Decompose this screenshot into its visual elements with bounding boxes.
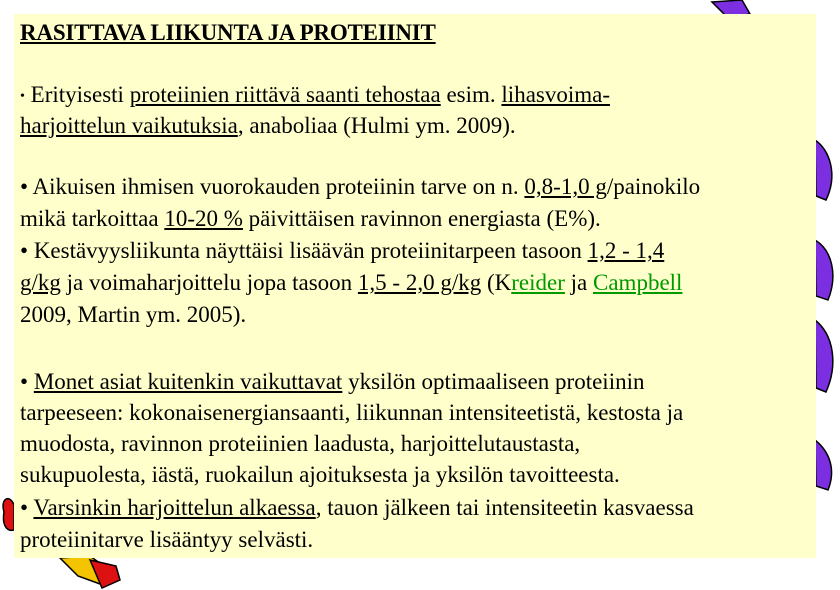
reider-link[interactable]: reider xyxy=(511,270,565,295)
text: mikä tarkoittaa xyxy=(20,206,165,231)
bullet: • xyxy=(20,174,29,199)
text: , tauon jälkeen tai intensiteetin kasvaessa xyxy=(315,495,694,520)
text: Erityisesti xyxy=(24,82,130,107)
paragraph-4-line-2: tarpeeseen: kokonaisenergiansaanti, liikunnan intensiteetistä, kestosta ja xyxy=(20,400,684,425)
text: yksilön optimaaliseen proteiinin xyxy=(342,369,645,394)
text: ja voimaharjoittelu jopa tasoon xyxy=(60,270,358,295)
bullet: • xyxy=(20,495,29,520)
text: , anaboliaa (Hulmi ym. 2009). xyxy=(237,113,516,138)
bullet: • xyxy=(20,369,29,394)
paragraph-1-line-1 xyxy=(20,81,610,111)
paragraph-2-line-1 xyxy=(20,173,700,201)
underlined-text: 1,5 - 2,0 g/kg xyxy=(357,270,482,295)
paragraph-1-line-2 xyxy=(20,112,516,140)
text: päivittäisen ravinnon energiasta (E%). xyxy=(242,206,601,231)
underlined-text: 10-20 % xyxy=(164,206,243,231)
paragraph-5-line-2: proteiinitarve lisääntyy selvästi. xyxy=(20,527,314,552)
paragraph-4-line-3: muodosta, ravinnon proteiinien laadusta, harjoittelutaustasta, xyxy=(20,431,581,456)
underlined-text: 0,8-1,0 g xyxy=(524,174,607,199)
text: 2009, Martin ym. 2005). xyxy=(20,302,247,327)
text: (K xyxy=(481,270,512,295)
slide-title: RASITTAVA LIIKUNTA JA PROTEIINIT xyxy=(20,20,436,45)
paragraph-5-line-1 xyxy=(20,494,694,522)
bullet: • xyxy=(20,89,25,104)
underlined-text: Monet asiat kuitenkin vaikuttavat xyxy=(33,369,343,394)
underlined-text: harjoittelun vaikutuksia xyxy=(20,113,238,138)
campbell-link[interactable]: Campbell xyxy=(593,270,683,295)
text: esim. xyxy=(440,82,502,107)
text: Aikuisen ihmisen vuorokauden proteiinin tarve on n. xyxy=(28,174,525,199)
underlined-text: Varsinkin harjoittelun alkaessa xyxy=(33,495,316,520)
underlined-text: lihasvoima- xyxy=(501,82,611,107)
text: /painokilo xyxy=(606,174,701,199)
underlined-text: 1,2 - 1,4 xyxy=(587,238,665,263)
paragraph-2-line-2 xyxy=(20,205,601,233)
bullet: • xyxy=(20,238,29,263)
text: Kestävyysliikunta näyttäisi lisäävän proteiinitarpeen tasoon xyxy=(28,238,588,263)
paragraph-3-line-2 xyxy=(20,269,682,297)
text: ja xyxy=(564,270,593,295)
underlined-text: proteiinien riittävä saanti tehostaa xyxy=(129,82,441,107)
paragraph-3-line-1 xyxy=(20,237,664,265)
paragraph-4-line-1 xyxy=(20,368,644,396)
underlined-text: g/kg xyxy=(20,270,61,295)
paragraph-3-line-3 xyxy=(20,301,246,329)
paragraph-4-line-4: sukupuolesta, iästä, ruokailun ajoituksesta ja yksilön tavoitteesta. xyxy=(20,462,620,487)
